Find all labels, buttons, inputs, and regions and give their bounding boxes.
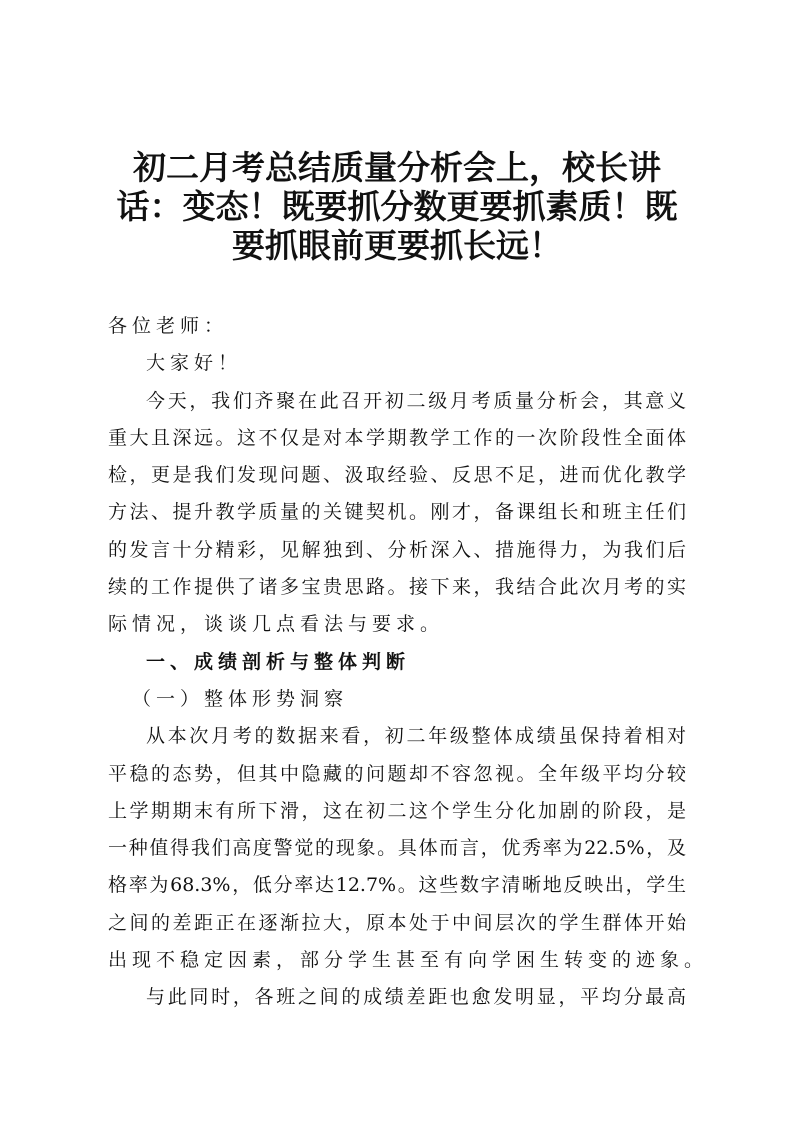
text-line: 方法、提升教学质量的关键契机。刚才，备课组长和班主任们: [108, 501, 686, 524]
text-line: 一种值得我们高度警觉的现象。具体而言，优秀率为22.5%，及: [108, 837, 686, 860]
text-line: 与此同时，各班之间的成绩差距也愈发明显，平均分最高: [146, 986, 686, 1009]
text-line: 格率为68.3%，低分率达12.7%。这些数字清晰地反映出，学生: [108, 874, 686, 897]
text-line: 从本次月考的数据来看，初二年级整体成绩虽保持着相对: [146, 725, 686, 748]
text-line: 出现不稳定因素，部分学生甚至有向学困生转变的迹象。: [108, 949, 709, 972]
subsection-heading: （一）整体形势洞察: [132, 687, 349, 710]
paragraph-intro: [108, 383, 686, 644]
text-line: 检，更是我们发现问题、汲取经验、反思不足，进而优化教学: [108, 464, 686, 487]
text-line: 重大且深远。这不仅是对本学期教学工作的一次阶段性全面体: [108, 426, 686, 449]
text-line: 际情况，谈谈几点看法与要求。: [108, 613, 445, 636]
title-line: 话：变态！既要抓分数更要抓素质！既: [116, 187, 678, 226]
text-line: 续的工作提供了诸多宝贵思路。接下来，我结合此次月考的实: [108, 576, 686, 599]
text-line: 上学期期末有所下滑，这在初二这个学生分化加剧的阶段，是: [108, 799, 686, 822]
text-line: 今天，我们齐聚在此召开初二级月考质量分析会，其意义: [146, 389, 686, 412]
title-line: 初二月考总结质量分析会上，校长讲: [133, 148, 661, 187]
title-line: 要抓眼前更要抓长远！: [232, 226, 562, 265]
text-line: 之间的差距正在逐渐拉大，原本处于中间层次的学生群体开始: [108, 911, 686, 934]
text-line: 的发言十分精彩，见解独到、分析深入、措施得力，为我们后: [108, 538, 686, 561]
document-body: [108, 308, 709, 1017]
salutation: 各位老师：: [108, 315, 229, 337]
paragraph-classes: [108, 979, 686, 1016]
section-heading: 一、成绩剖析与整体判断: [146, 650, 411, 673]
paragraph-overview: [108, 718, 709, 979]
text-line: 平稳的态势，但其中隐藏的问题却不容忽视。全年级平均分较: [108, 762, 686, 785]
greeting: 大家好！: [146, 352, 243, 375]
document-title: [108, 148, 686, 265]
